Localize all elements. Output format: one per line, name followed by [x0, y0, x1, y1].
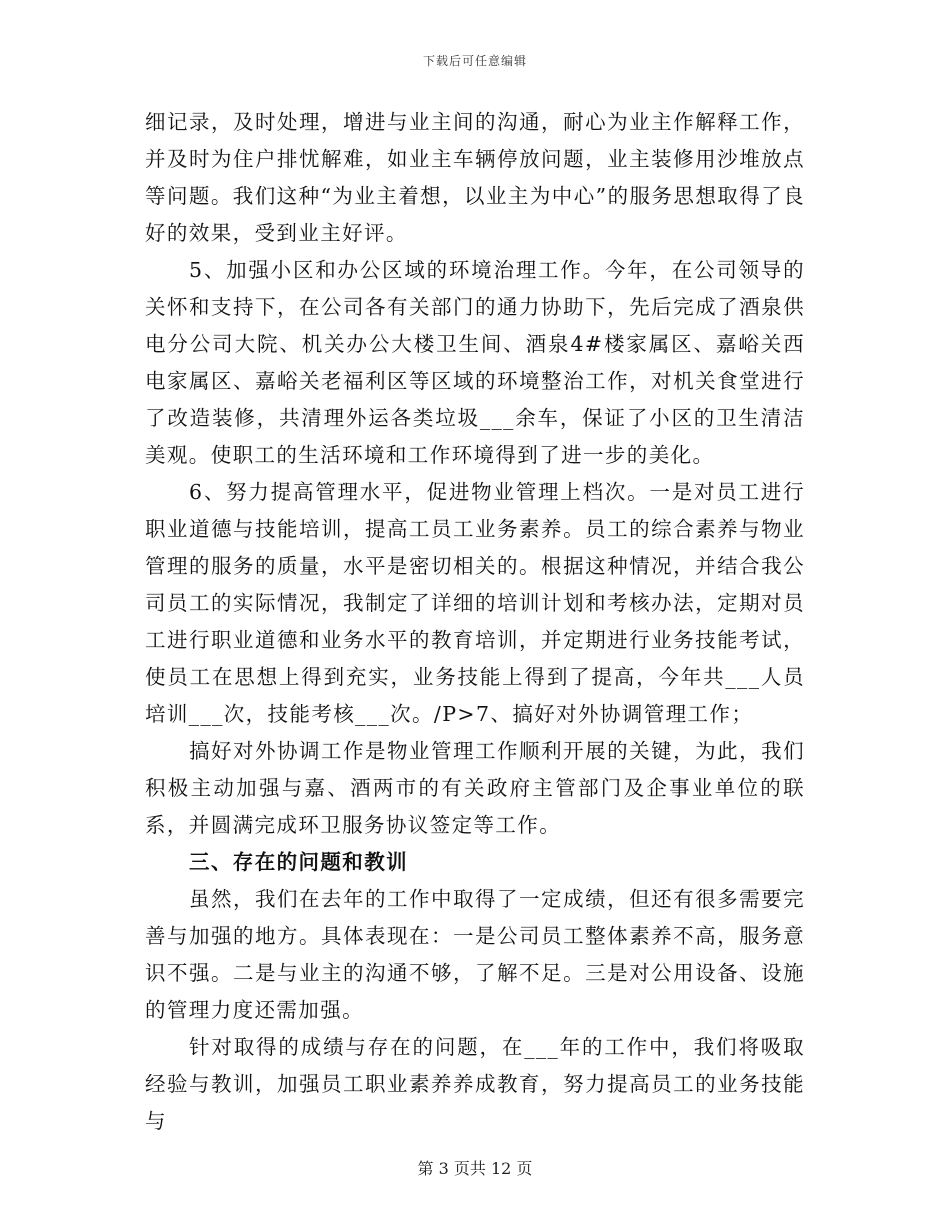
- paragraph-plans: 针对取得的成绩与存在的问题，在___年的工作中，我们将吸取经验与教训，加强员工职业素养养成教育，努力提高员工的业务技能与: [145, 1035, 805, 1133]
- section-heading-problems: 三、存在的问题和教训: [189, 850, 408, 874]
- paragraph-item-5: 5、加强小区和办公区域的环境治理工作。今年，在公司领导的关怀和支持下，在公司各有关部门的通力协助下，先后完成了酒泉供电分公司大院、机关办公大楼卫生间、酒泉4#楼家属区、嘉峪关西电家属区、嘉峪关老福利区等区域的环境整治工作，对机关食堂进行了改造装修，共清理外运各类垃圾___余车，保证了小区的卫生清洁美观。使职工的生活环境和工作环境得到了进一步的美化。: [145, 258, 805, 467]
- page-header: 下载后可任意编辑: [422, 54, 527, 68]
- page-footer: 第 3 页共 12 页: [417, 1159, 533, 1178]
- paragraph-item-6: 6、努力提高管理水平，促进物业管理上档次。一是对员工进行职业道德与技能培训，提高工员工业务素养。员工的综合素养与物业管理的服务的质量，水平是密切相关的。根据这种情况，并结合我公司员工的实际情况，我制定了详细的培训计划和考核办法，定期对员工进行职业道德和业务水平的教育培训，并定期进行业务技能考试，使员工在思想上得到充实，业务技能上得到了提高，今年共___人员培训___次，技能考核___次。/P>7、搞好对外协调管理工作；: [145, 480, 805, 726]
- paragraph-problems: 虽然，我们在去年的工作中取得了一定成绩，但还有很多需要完善与加强的地方。具体表现在：一是公司员工整体素养不高，服务意识不强。二是与业主的沟通不够，了解不足。三是对公用设备、设施的管理力度还需加强。: [145, 887, 805, 1022]
- paragraph-external-coordination: 搞好对外协调工作是物业管理工作顺利开展的关键，为此，我们积极主动加强与嘉、酒两市的有关政府主管部门及企事业单位的联系，并圆满完成环卫服务协议签定等工作。: [145, 739, 805, 837]
- paragraph-continuation: 细记录，及时处理，增进与业主间的沟通，耐心为业主作解释工作，并及时为住户排忧解难，如业主车辆停放问题，业主装修用沙堆放点等问题。我们这种“为业主着想，以业主为中心”的服务思想取得了良好的效果，受到业主好评。: [145, 110, 805, 245]
- document-body: [145, 104, 805, 1140]
